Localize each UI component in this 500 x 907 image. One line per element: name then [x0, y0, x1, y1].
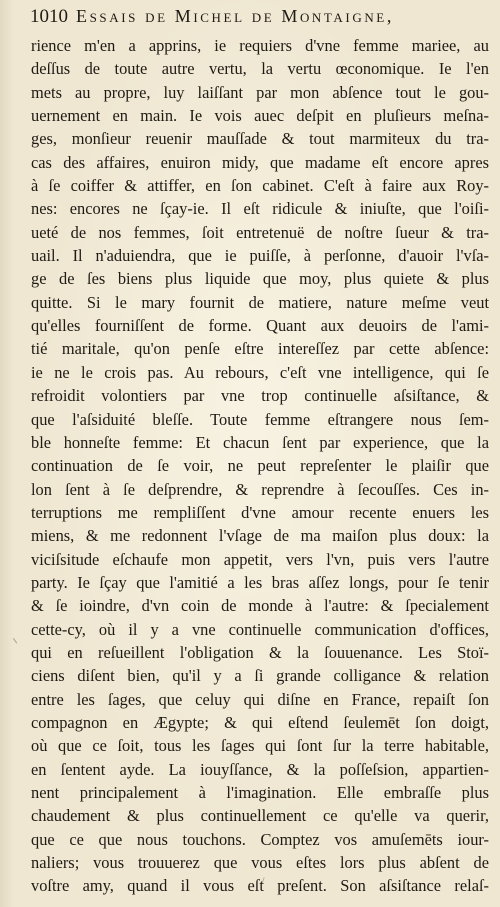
- page-header: [30, 6, 490, 32]
- text-line: ble honneſte femme: Et chacun ſent par experience, que la: [31, 432, 489, 452]
- text-line: qui en reſueillent l'obligation & la ſouuenance. Les Stoï-: [31, 642, 489, 662]
- text-line: uernement en main. Ie vois auec deſpit en pluſieurs meſna-: [31, 106, 489, 126]
- text-line: voſtre amy, quand il vous eſt preſent. Son aſsiſtance relaſ-: [31, 876, 489, 896]
- text-line: cette-cy, où il y a vne continuelle communication d'offices,: [31, 619, 489, 639]
- text-line: nent principalement à l'imagination. Elle embraſſe plus: [31, 783, 489, 802]
- text-line: à ſe coiffer & attiffer, en ſon cabinet. C'eſt à faire aux Roy-: [31, 176, 489, 196]
- text-line: uail. Il n'aduiendra, que ie puiſſe, à perſonne, d'auoir l'vſa-: [31, 246, 489, 266]
- text-line: deſſus de toute autre vertu, la vertu œconomique. Ie l'en: [31, 59, 489, 79]
- text-line: tié maritale, qu'on penſe eſtre intereſſez par cette abſence:: [31, 339, 489, 359]
- margin-pen-mark: [13, 635, 22, 644]
- text-line: rience m'en a apprins, ie requiers d'vne femme mariee, au: [31, 36, 489, 55]
- text-line: quitte. Si le mary fournit de matiere, nature meſme veut: [31, 292, 489, 312]
- text-line: que ce que nous touchons. Comptez vos amuſemēts iour-: [31, 829, 489, 849]
- text-line: & ſe ioindre, d'vn coin de monde à l'autre: & ſpecialement: [31, 596, 489, 616]
- text-line: qu'elles fourniſſent de forme. Quant aux deuoirs de l'ami-: [31, 316, 489, 336]
- text-line: continuation de ſe voir, ne peut repreſenter le plaiſir que: [31, 456, 489, 476]
- text-line: cas des affaires, enuiron midy, que madame eſt encore apres: [31, 152, 489, 172]
- text-line: en ſentent ayde. La iouyſſance, & la poſſeſsion, appartien-: [31, 759, 489, 779]
- text-line: lon ſent à ſe deſprendre, & reprendre à ſecouſſes. Ces in-: [31, 479, 489, 499]
- text-line: ges, monſieur reuenir mauſſade & tout marmiteux du tra-: [31, 129, 489, 149]
- text-line: où que ce ſoit, tous les ſages qui ſont ſur la terre habitable,: [31, 736, 489, 756]
- text-line: mets au propre, luy laiſſant par mon abſence tout le gou-: [31, 82, 489, 102]
- text-line: viciſsitude eſchaufe mon appetit, vers l'vn, puis vers l'autre: [31, 549, 489, 569]
- text-line: party. Ie ſçay que l'amitié a les bras aſſez longs, pour ſe tenir: [31, 572, 489, 592]
- page-number: 1010: [30, 6, 68, 27]
- text-line: terruptions me rempliſſent d'vne amour recente enuers les: [31, 502, 489, 522]
- running-title: Essais de Michel de Montaigne,: [76, 6, 394, 26]
- text-line: ciens diſent bien, qu'il y a ſi grande colligance & relation: [31, 666, 489, 686]
- text-line: compagnon en Ægypte; & qui eſtend ſeulemēt ſon doigt,: [31, 712, 489, 732]
- text-line: entre les ſages, que celuy qui diſne en France, repaiſt ſon: [31, 689, 489, 709]
- body-text: [31, 34, 489, 898]
- text-line: nes: encores ne ſçay-ie. Il eſt ridicule & iniuſte, que l'oiſi-: [31, 199, 489, 219]
- text-line: chaudement & plus continuellement ce qu'elle va querir,: [31, 806, 489, 826]
- text-line: ueté de nos femmes, ſoit entretenuë de noſtre ſueur & tra-: [31, 222, 489, 242]
- text-line: ie ne le crois pas. Au rebours, c'eſt vne intelligence, qui ſe: [31, 362, 489, 382]
- text-line: refroidit volontiers par vne trop continuelle aſsiſtance, &: [31, 386, 489, 406]
- text-line: ge de ſes biens plus liquide que moy, plus quiete & plus: [31, 269, 489, 289]
- text-line: que l'aſsiduité bleſſe. Toute femme eſtrangere nous ſem-: [31, 409, 489, 429]
- text-line: naliers; vous trouuerez que vous eſtes lors plus abſent de: [31, 853, 489, 873]
- text-line: miens, & me redonnent l'vſage de ma maiſon plus doux: la: [31, 526, 489, 546]
